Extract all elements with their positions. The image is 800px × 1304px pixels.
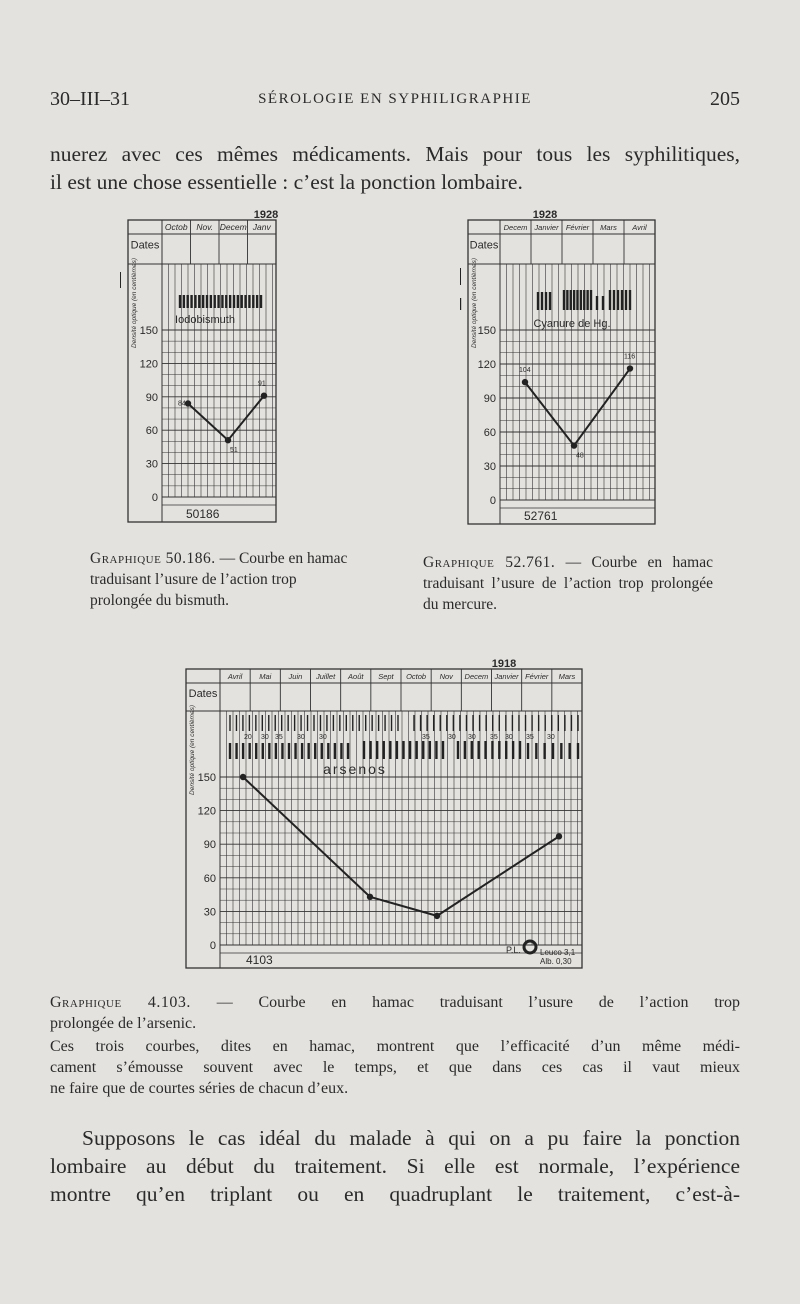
month-label: Janvier xyxy=(534,223,559,233)
y-tick-label: 120 xyxy=(139,358,158,371)
month-label: Mars xyxy=(600,223,617,233)
month-label: Decem xyxy=(219,222,247,233)
caption-3-line-2: prolongée de l’arsenic. xyxy=(50,1015,197,1032)
serology-curve xyxy=(525,369,630,446)
intro-line-2: il est une chose essentielle : c’est la ponction lombaire. xyxy=(50,170,523,194)
dose-label: 35 xyxy=(526,734,534,741)
page-number: 205 xyxy=(710,88,740,110)
caption-graphique-2 xyxy=(423,552,713,615)
caption-graphique-3 xyxy=(50,992,740,1034)
point-value-label: 48 xyxy=(576,452,584,460)
curve-point xyxy=(367,894,373,900)
final-paragraph xyxy=(50,1124,740,1208)
chart-year: 1928 xyxy=(253,209,279,221)
month-label: Avril xyxy=(632,223,647,233)
curve-point xyxy=(434,913,440,919)
chart-number: 4103 xyxy=(246,953,273,967)
chart-frame xyxy=(128,220,276,522)
note-line-2: cament s’émousse souvent avec le temps, et que dans ces cas il vaut mieux xyxy=(50,1059,740,1076)
caption-2-text: — Courbe en hamac traduisant l’usure de l’action trop prolongée du mercure. xyxy=(423,554,713,613)
caption-3-text: — Courbe en hamac traduisant l’usure de l’action trop xyxy=(190,994,741,1011)
serology-curve xyxy=(188,396,264,441)
month-label: Decem xyxy=(464,672,489,682)
y-tick-label: 60 xyxy=(203,872,216,885)
dates-label: Dates xyxy=(188,687,218,700)
y-tick-label: 90 xyxy=(145,391,158,404)
dates-label: Dates xyxy=(469,239,499,252)
month-label: Février xyxy=(525,672,549,682)
chart-number: 52761 xyxy=(524,509,558,523)
y-tick-label: 90 xyxy=(203,839,216,852)
alb-label: Alb. 0,30 xyxy=(540,957,572,966)
dose-label: 35 xyxy=(490,734,498,741)
running-header xyxy=(50,88,740,116)
month-label: Nov. xyxy=(196,222,214,233)
intro-paragraph xyxy=(50,140,740,196)
chart-arsenic xyxy=(178,655,598,980)
month-label: Avril xyxy=(227,672,243,682)
curve-point xyxy=(261,392,267,398)
y-tick-label: 90 xyxy=(483,393,496,405)
dates-label: Dates xyxy=(130,239,160,252)
final-line-2: lombaire au début du traitement. Si elle est normale, l’expérience xyxy=(50,1154,740,1178)
pl-label: P.L. xyxy=(506,945,521,955)
caption-2-label: Graphique 52.761. xyxy=(423,554,556,571)
leuco-label: Leuco 3,1 xyxy=(540,948,576,957)
drug-label: Iodobismuth xyxy=(175,314,235,326)
curve-point xyxy=(571,442,577,448)
month-label: Juillet xyxy=(315,672,336,682)
final-line-1: Supposons le cas idéal du malade à qui on a pu faire la ponction xyxy=(82,1126,740,1150)
side-axis-label: Densité optique (en centièmes) xyxy=(189,705,196,795)
y-tick-label: 150 xyxy=(139,325,158,337)
y-tick-label: 150 xyxy=(477,325,496,337)
y-tick-label: 120 xyxy=(477,359,496,371)
y-tick-label: 0 xyxy=(209,940,216,952)
note-line-3: ne faire que de courtes séries de chacun d’eux. xyxy=(50,1080,349,1097)
note-line-1: Ces trois courbes, dites en hamac, montrent que l’efficacité d’un même médi- xyxy=(50,1038,740,1055)
month-label: Octob xyxy=(406,672,427,682)
serology-curve xyxy=(243,777,559,916)
point-value-label: 51 xyxy=(230,447,238,455)
month-label: Decem xyxy=(503,223,528,233)
month-label: Janv xyxy=(252,222,271,233)
chart-year: 1918 xyxy=(491,658,517,670)
point-value-label: 104 xyxy=(519,367,531,375)
chart-number: 50186 xyxy=(186,507,220,521)
y-tick-label: 30 xyxy=(483,461,496,473)
dose-label: 30 xyxy=(505,734,513,741)
dose-label: 30 xyxy=(319,734,327,741)
month-label: Janvier xyxy=(494,672,519,682)
curve-point xyxy=(225,437,231,443)
caption-graphique-1 xyxy=(90,548,360,611)
dose-label: 30 xyxy=(297,734,305,741)
curve-point xyxy=(627,365,633,371)
drug-label: arsenos xyxy=(323,761,387,777)
point-value-label: 84 xyxy=(178,400,186,408)
point-value-label: 91 xyxy=(258,380,266,388)
chart-year: 1928 xyxy=(532,209,558,221)
dose-label: 30 xyxy=(547,734,555,741)
caption-1-label: Graphique 50.186. xyxy=(90,550,216,567)
final-line-3: montre qu’en triplant ou en quadruplant le traitement, c’est-à- xyxy=(50,1182,740,1206)
chart-frame xyxy=(186,669,582,968)
dose-label: 20 xyxy=(244,734,252,741)
dose-label: 35 xyxy=(422,734,430,741)
dose-label: 30 xyxy=(468,734,476,741)
side-axis-label: Densité optique (en centièmes) xyxy=(131,258,138,348)
y-tick-label: 120 xyxy=(197,805,216,818)
curve-point xyxy=(556,833,562,839)
dose-label: 30 xyxy=(448,734,456,741)
month-label: Juin xyxy=(288,672,303,682)
y-tick-label: 60 xyxy=(483,427,496,439)
dose-label: 30 xyxy=(261,734,269,741)
caption-1-text: — Courbe en hamac traduisant l’usure de l’action trop prolongée du bismuth. xyxy=(90,550,348,609)
caption-3-label: Graphique 4.103. xyxy=(50,994,191,1011)
chart-mercure xyxy=(460,200,665,530)
y-tick-label: 30 xyxy=(145,458,158,471)
note-paragraph xyxy=(50,1036,740,1099)
month-label: Mai xyxy=(259,672,272,682)
chart-bismuth xyxy=(120,200,290,530)
month-label: Sept xyxy=(378,672,394,682)
intro-line-1: nuerez avec ces mêmes médicaments. Mais pour tous les syphilitiques, xyxy=(50,142,740,166)
month-label: Nov xyxy=(439,672,453,682)
curve-point xyxy=(522,379,528,385)
month-label: Août xyxy=(348,672,364,682)
header-reference: 30–III–31 xyxy=(50,88,130,110)
point-value-label: 116 xyxy=(624,353,636,361)
month-label: Mars xyxy=(558,672,576,682)
drug-label: Cyanure de Hg. xyxy=(533,318,611,330)
month-label: Octob xyxy=(164,222,188,233)
y-tick-label: 0 xyxy=(489,495,496,507)
y-tick-label: 60 xyxy=(145,425,158,438)
header-title: SÉROLOGIE EN SYPHILIGRAPHIE xyxy=(258,91,532,107)
side-axis-label: Densité optique (en centièmes) xyxy=(471,258,478,348)
pl-circle-icon xyxy=(524,941,536,953)
y-tick-label: 30 xyxy=(203,906,216,919)
curve-point xyxy=(240,774,246,780)
dose-label: 35 xyxy=(275,734,283,741)
y-tick-label: 150 xyxy=(197,772,216,784)
y-tick-label: 0 xyxy=(151,492,158,504)
month-label: Février xyxy=(565,223,590,233)
